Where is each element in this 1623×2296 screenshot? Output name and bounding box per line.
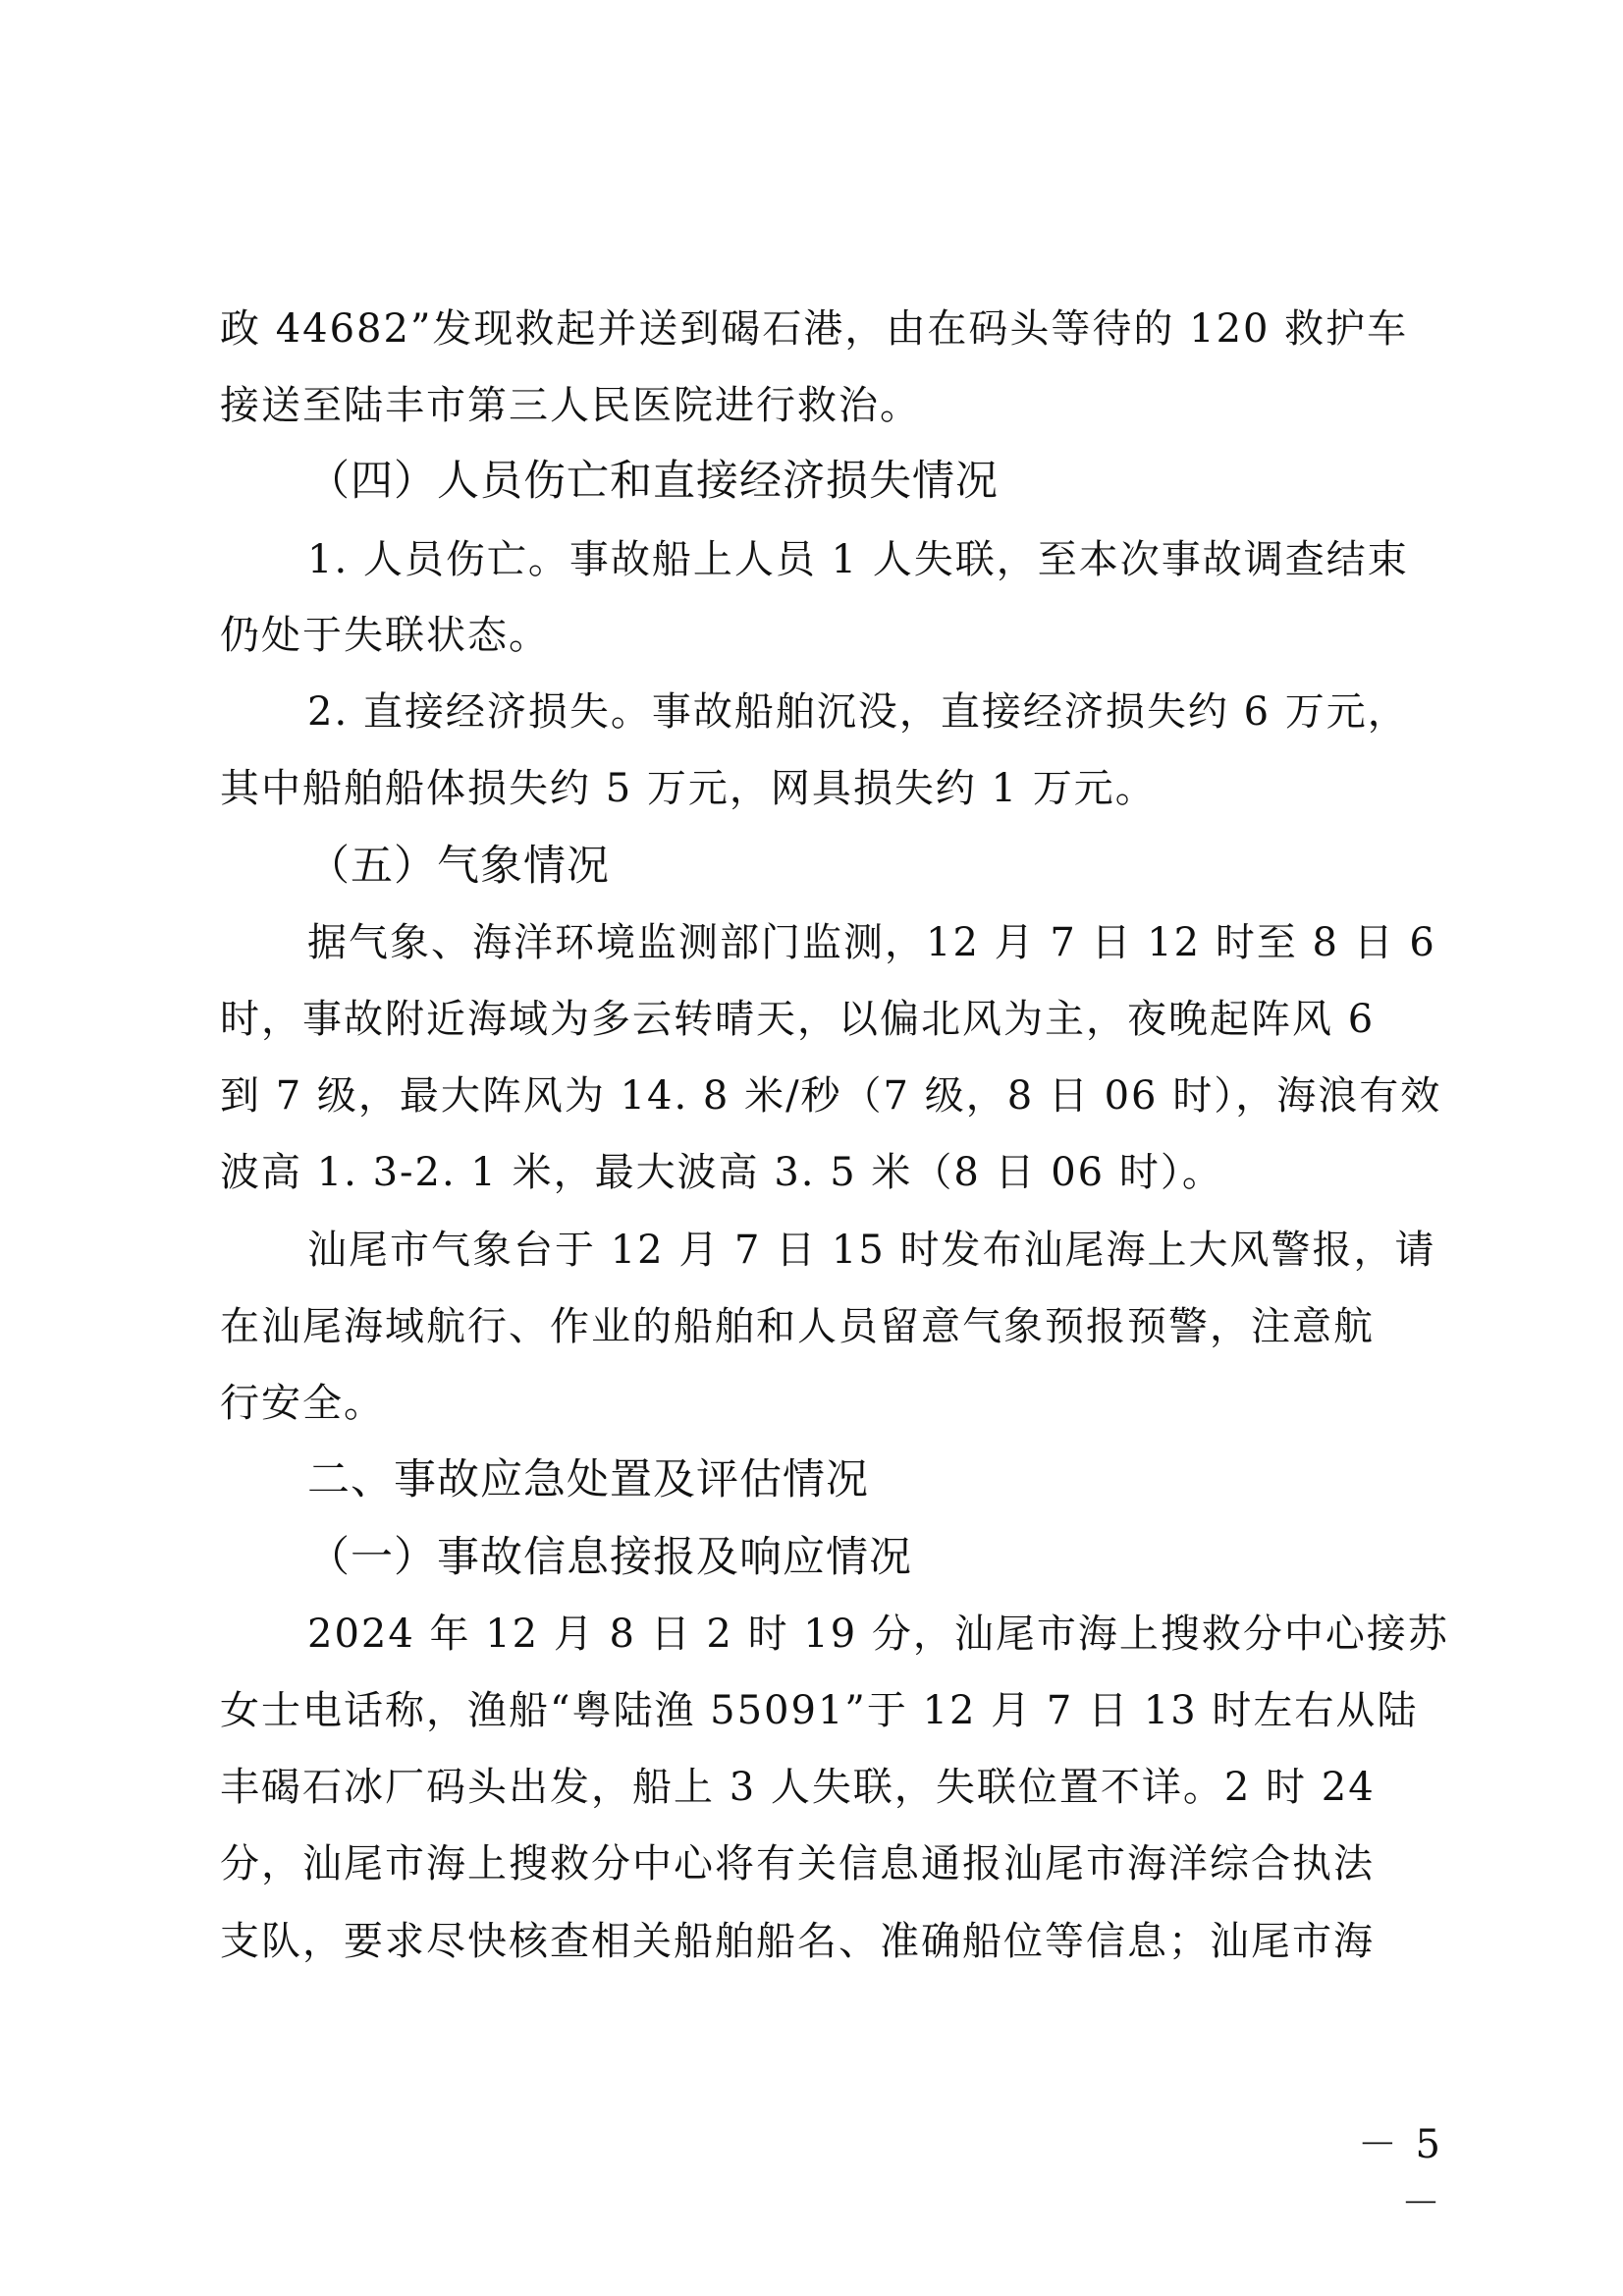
section-heading: 二、事故应急处置及评估情况: [307, 1455, 869, 1504]
body-line: 2024 年 12 月 8 日 2 时 19 分，汕尾市海上搜救分中心接苏: [307, 1612, 1449, 1657]
section-heading: （四）人员伤亡和直接经济损失情况: [307, 457, 999, 506]
section-heading: （五）气象情况: [307, 842, 610, 891]
section-heading: （一）事故信息接报及响应情况: [307, 1533, 912, 1582]
body-line: 仍处于失联状态。: [220, 613, 550, 658]
body-line: 支队，要求尽快核查相关船舶船名、准确船位等信息；汕尾市海: [220, 1919, 1375, 1964]
body-line: 政 44682”发现救起并送到碣石港，由在码头等待的 120 救护车: [220, 306, 1409, 352]
body-line: 2. 直接经济损失。事故船舶沉没，直接经济损失约 6 万元，: [307, 689, 1409, 735]
body-line: 丰碣石冰厂码头出发，船上 3 人失联，失联位置不详。2 时 24: [220, 1765, 1376, 1810]
body-line: 时，事故附近海域为多云转晴天，以偏北风为主，夜晚起阵风 6: [220, 997, 1376, 1042]
body-line: 分，汕尾市海上搜救分中心将有关信息通报汕尾市海洋综合执法: [220, 1841, 1375, 1886]
body-line: 据气象、海洋环境监测部门监测，12 月 7 日 12 时至 8 日 6: [307, 920, 1436, 965]
body-line: 行安全。: [220, 1381, 385, 1426]
body-line: 在汕尾海域航行、作业的船舶和人员留意气象预报预警，注意航: [220, 1304, 1375, 1349]
page-number: － 5 －: [1357, 2122, 1443, 2226]
body-line: 汕尾市气象台于 12 月 7 日 15 时发布汕尾海上大风警报，请: [307, 1228, 1436, 1273]
body-line: 女士电话称，渔船“粤陆渔 55091”于 12 月 7 日 13 时左右从陆: [220, 1688, 1419, 1733]
body-line: 1. 人员伤亡。事故船上人员 1 人失联，至本次事故调查结束: [307, 537, 1409, 582]
body-line: 波高 1. 3-2. 1 米，最大波高 3. 5 米（8 日 06 时）。: [220, 1150, 1223, 1195]
body-line: 接送至陆丰市第三人民医院进行救治。: [220, 383, 921, 428]
body-line: 其中船舶船体损失约 5 万元，网具损失约 1 万元。: [220, 766, 1157, 811]
body-line: 到 7 级，最大阵风为 14. 8 米/秒（7 级，8 日 06 时），海浪有效: [220, 1073, 1442, 1119]
